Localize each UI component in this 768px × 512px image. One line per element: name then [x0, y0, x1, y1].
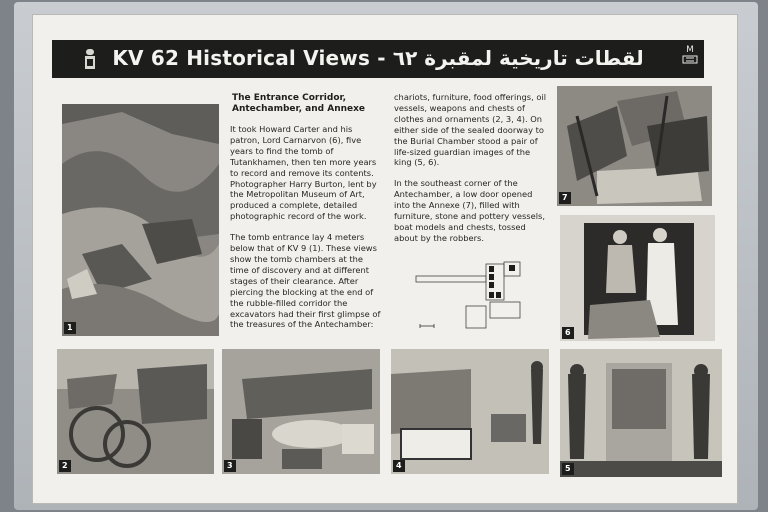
- paragraph: chariots, furniture, food offerings, oil vessels, weapons and chests of clothes and ornaments (2, 3, 4). On either side of the sealed doorway to the Burial Chamber stood a pair of life-sized guardian images of the king (5, 6).: [394, 92, 547, 168]
- photo-number: 2: [59, 460, 71, 472]
- photo-antechamber-chariots: [57, 349, 214, 474]
- ministry-logo-icon: [84, 48, 96, 70]
- photo-guardian-statues: [560, 349, 722, 477]
- paragraph: It took Howard Carter and his patron, Lord Carnarvon (6), five years to find the tomb of Tutankhamen, then ten more years to record and remove its contents. Photographer Harry Burton, lent by the Metropolitan Museum of Art, produced a complete, detailed photographic record of the work.: [230, 124, 377, 222]
- photo-number: 1: [64, 322, 76, 334]
- photo-number: 7: [559, 192, 571, 204]
- photo-antechamber-chests: [391, 349, 549, 474]
- museum-logo-icon: [681, 45, 699, 67]
- museum-logo-letter: M: [686, 45, 694, 55]
- title-bar: [52, 40, 704, 78]
- photo-number: 3: [224, 460, 236, 472]
- text-column-2: [394, 92, 548, 254]
- paragraph: In the southeast corner of the Antechamber, a low door opened into the Annexe (7), filled with furniture, stone and pottery vessels, boat models and chests, tossed about by the robbers.: [394, 178, 545, 243]
- photo-number: 4: [393, 460, 405, 472]
- text-column-1: [230, 124, 382, 340]
- photo-antechamber-couch: [222, 349, 380, 474]
- photo-number: 6: [562, 327, 574, 339]
- photo-annexe: [557, 86, 712, 206]
- photo-valley-of-the-kings: [62, 104, 219, 336]
- sign-title: KV 62 Historical Views - لقطات تاريخية لمقبرة ٦٢: [112, 46, 644, 70]
- tomb-plan-diagram: [412, 254, 530, 332]
- photo-carter-and-carnarvon: [560, 215, 715, 341]
- photo-number: 5: [562, 463, 574, 475]
- paragraph: The tomb entrance lay 4 meters below that of KV 9 (1). These views show the tomb chambers at the time of discovery and at different stages of their clearance. After piercing the blocking at the end of the rubble-filled corridor the excavators had their first glimpse of the treasures of the Antechamber:: [230, 232, 381, 330]
- section-heading: The Entrance Corridor, Antechamber, and Annexe: [232, 93, 366, 114]
